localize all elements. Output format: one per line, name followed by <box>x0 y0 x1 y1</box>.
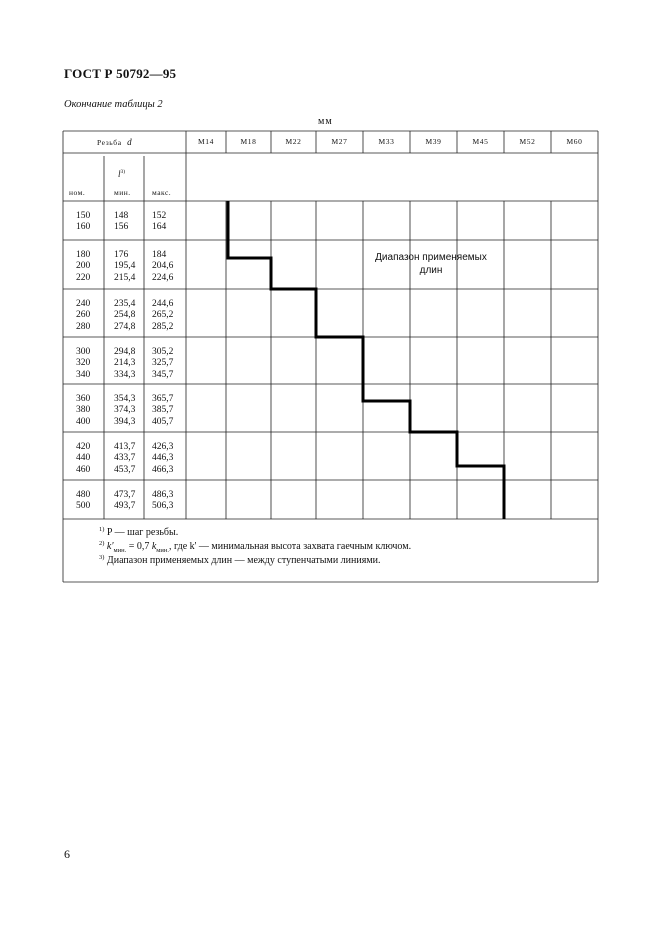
footnote-2-sub1: мин. <box>113 547 127 554</box>
footnote-2 <box>99 541 411 555</box>
footnote-2-k1: k' <box>106 541 114 552</box>
group-6-nom-values: 420 440 460 <box>76 442 91 475</box>
footnote-1 <box>99 527 178 538</box>
subheader-nom: ном. <box>69 188 86 197</box>
group-1-max-values: 152 164 <box>152 211 167 233</box>
length-symbol: l <box>118 169 121 179</box>
footnote-2-eq: = 0,7 <box>128 541 150 552</box>
group-5-max-values: 365,7 385,7 405,7 <box>152 394 174 427</box>
footnote-3-mark: 3) <box>99 554 105 561</box>
group-2-nom-values: 180 200 220 <box>76 250 91 283</box>
group-5-min-values: 354,3 374,3 394,3 <box>114 394 136 427</box>
range-label <box>368 251 494 277</box>
group-2-min-values: 176 195,4 215,4 <box>114 250 136 283</box>
group-3-nom-values: 240 260 280 <box>76 299 91 332</box>
footnote-2-rest: , где k' — минимальная высота захвата гаечным ключом. <box>169 541 412 552</box>
group-6-max-values: 426,3 446,3 466,3 <box>152 442 174 475</box>
footnote-2-sub2: мин. <box>156 547 169 554</box>
group-5-nom-values: 360 380 400 <box>76 394 91 427</box>
group-3-min-values: 235,4 254,8 274,8 <box>114 299 136 332</box>
footnote-3 <box>99 555 381 566</box>
group-1-min-values: 148 156 <box>114 211 129 233</box>
document-title: ГОСТ Р 50792—95 <box>64 66 177 81</box>
group-7-max-values: 486,3 506,3 <box>152 490 174 512</box>
group-2-max-values: 184 204,6 224,6 <box>152 250 174 283</box>
thread-header <box>97 138 132 147</box>
size-header-М52: М52 <box>519 137 536 146</box>
group-4-min-values: 294,8 214,3 334,3 <box>114 347 136 380</box>
size-header-М45: М45 <box>472 137 489 146</box>
length-footnote-ref: 3) <box>120 169 126 175</box>
size-header-М14: М14 <box>198 137 214 146</box>
group-7-min-values: 473,7 493,7 <box>114 490 136 512</box>
size-header-М60: М60 <box>566 137 583 146</box>
footnote-3-text: Диапазон применяемых длин — между ступенчатыми линиями. <box>106 555 381 566</box>
size-header-М39: М39 <box>425 137 442 146</box>
footnote-2-mark: 2) <box>99 540 105 547</box>
group-3-max-values: 244,6 265,2 285,2 <box>152 299 174 332</box>
size-header-М33: М33 <box>378 137 395 146</box>
range-label-line2: длин <box>419 265 443 276</box>
group-6-min-values: 413,7 433,7 453,7 <box>114 442 136 475</box>
group-4-max-values: 305,2 325,7 345,7 <box>152 347 174 380</box>
subheader-max: макс. <box>152 188 172 197</box>
thread-symbol: d <box>127 137 133 147</box>
length-header <box>118 170 125 179</box>
size-header-М27: М27 <box>331 137 348 146</box>
size-header-М22: М22 <box>285 137 302 146</box>
footnote-2-k2: k <box>151 541 157 552</box>
range-step-line <box>228 201 504 519</box>
thread-label: Резьба <box>97 138 122 147</box>
subheader-min: мин. <box>114 188 131 197</box>
range-label-line1: Диапазон применяемых <box>375 252 487 263</box>
page-number: 6 <box>64 847 70 861</box>
group-7-nom-values: 480 500 <box>76 490 91 512</box>
group-4-nom-values: 300 320 340 <box>76 347 91 380</box>
table-continuation-caption: Окончание таблицы 2 <box>64 99 163 110</box>
unit-label: мм <box>318 116 333 127</box>
footnote-1-mark: 1) <box>99 526 105 533</box>
group-1-nom-values: 150 160 <box>76 211 91 233</box>
size-header-М18: М18 <box>240 137 257 146</box>
footnote-1-text: P — шаг резьбы. <box>106 527 179 538</box>
